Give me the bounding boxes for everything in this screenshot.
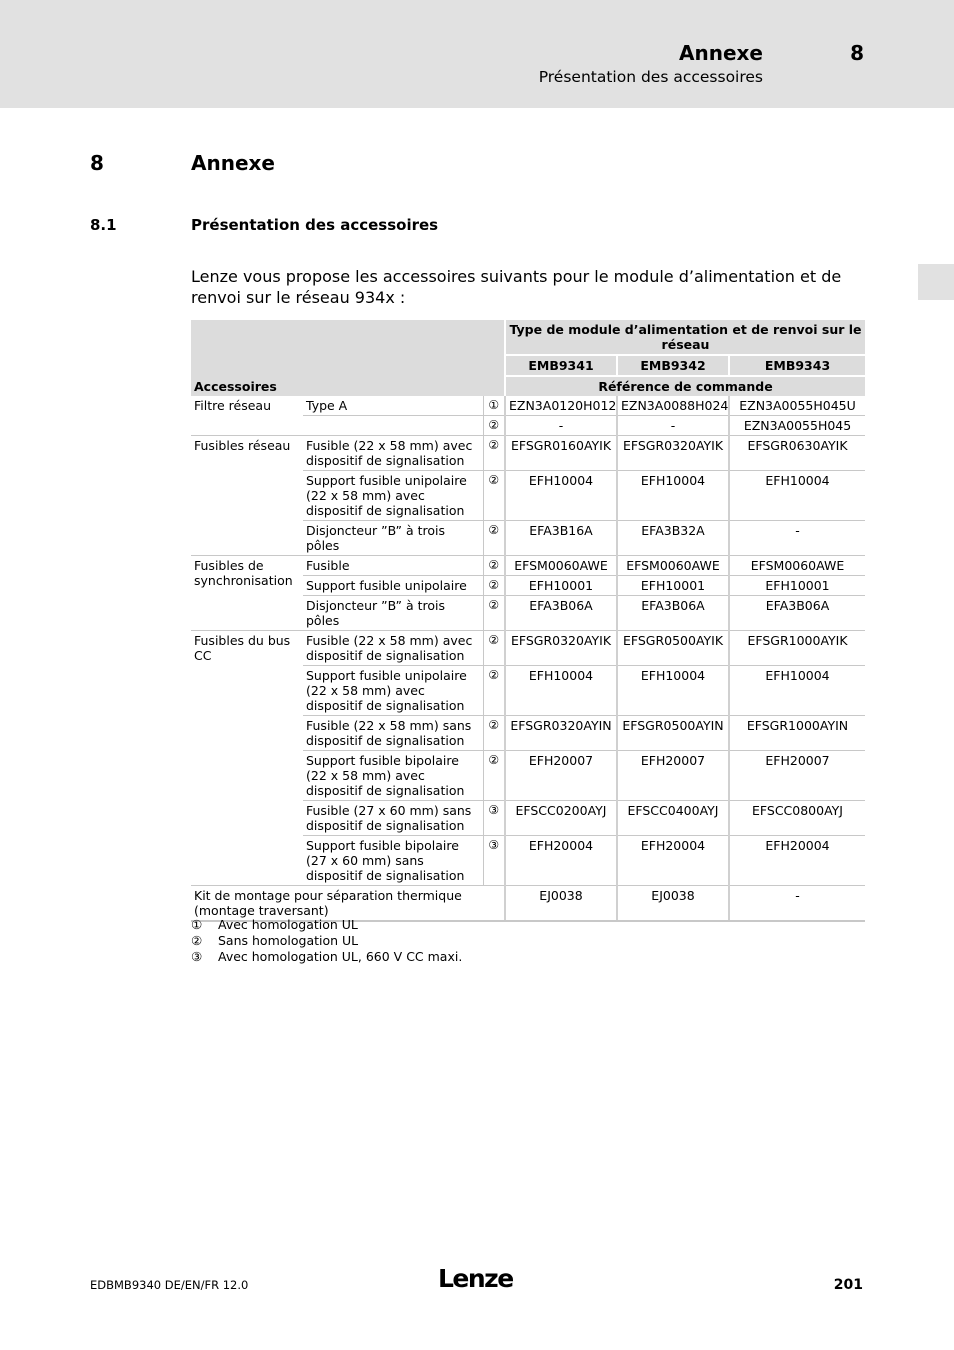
- footnote-ref-cell: ②: [483, 631, 505, 666]
- order-ref-cell: EFH10004: [505, 666, 617, 716]
- item-cell: Fusible: [303, 556, 483, 576]
- footnotes: [191, 917, 462, 965]
- footnote-mark: ②: [191, 933, 203, 948]
- order-ref-cell: EFSGR0630AYIK: [729, 436, 865, 471]
- group-header: Type de module d’alimentation et de renvoi sur le réseau: [505, 320, 865, 355]
- order-ref-cell: EFSGR1000AYIK: [729, 631, 865, 666]
- kit-label-cell: Kit de montage pour séparation thermique (montage traversant): [191, 886, 505, 922]
- order-ref-cell: EFSM0060AWE: [505, 556, 617, 576]
- order-ref-cell: EFA3B06A: [729, 596, 865, 631]
- footnote-ref-cell: ③: [483, 836, 505, 886]
- order-ref-cell: EFA3B06A: [505, 596, 617, 631]
- category-cell: Fusibles réseau: [191, 436, 303, 556]
- header-chapter-number: 8: [850, 41, 864, 65]
- footnote-mark: ①: [191, 917, 203, 932]
- header-title: Annexe: [679, 41, 763, 65]
- order-ref-cell: EFH10004: [505, 471, 617, 521]
- table-row: [191, 556, 865, 576]
- order-ref-cell: EFA3B16A: [505, 521, 617, 556]
- order-ref-cell: EJ0038: [617, 886, 729, 922]
- order-ref-cell: EZN3A0120H012: [505, 396, 617, 416]
- footnote-ref-cell: ②: [483, 716, 505, 751]
- item-cell: Fusible (22 x 58 mm) avec dispositif de signalisation: [303, 631, 483, 666]
- order-ref-cell: EFSM0060AWE: [729, 556, 865, 576]
- table-body: [191, 396, 865, 921]
- order-ref-cell: EFH10001: [505, 576, 617, 596]
- footnote-ref-cell: ②: [483, 666, 505, 716]
- footnote-ref-cell: ②: [483, 471, 505, 521]
- accessories-header: Accessoires: [191, 320, 505, 396]
- item-cell: Fusible (27 x 60 mm) sans dispositif de signalisation: [303, 801, 483, 836]
- item-cell: Fusible (22 x 58 mm) sans dispositif de signalisation: [303, 716, 483, 751]
- model-header: EMB9341: [505, 355, 617, 376]
- category-cell: Fusibles du bus CC: [191, 631, 303, 886]
- order-ref-cell: EFH20007: [729, 751, 865, 801]
- footnote-ref-cell: ②: [483, 596, 505, 631]
- footnote-ref-cell: ①: [483, 396, 505, 416]
- footnote-ref-cell: ②: [483, 751, 505, 801]
- footnote-ref-cell: ②: [483, 556, 505, 576]
- header-subtitle: Présentation des accessoires: [538, 68, 763, 86]
- model-header: EMB9343: [729, 355, 865, 376]
- lenze-logo: Lenze: [438, 1264, 513, 1293]
- order-ref-cell: EFH10004: [617, 666, 729, 716]
- order-ref-cell: EFA3B32A: [617, 521, 729, 556]
- footer-document-id: EDBMB9340 DE/EN/FR 12.0: [90, 1278, 249, 1292]
- order-ref-cell: EZN3A0088H024: [617, 396, 729, 416]
- item-cell: Support fusible unipolaire (22 x 58 mm) avec dispositif de signalisation: [303, 471, 483, 521]
- table-row: [191, 886, 865, 922]
- page-header-band: [0, 0, 954, 108]
- item-cell: Support fusible unipolaire (22 x 58 mm) avec dispositif de signalisation: [303, 666, 483, 716]
- footnote: [191, 933, 462, 949]
- order-ref-cell: EZN3A0055H045: [729, 416, 865, 436]
- order-ref-cell: EFH10001: [729, 576, 865, 596]
- intro-paragraph: Lenze vous propose les accessoires suivants pour le module d’alimentation et de renvoi sur le réseau 934x :: [191, 267, 842, 307]
- table-row: [191, 631, 865, 666]
- page-number: 201: [833, 1277, 863, 1293]
- order-ref-cell: -: [617, 416, 729, 436]
- subsection-number: 8.1: [90, 216, 117, 234]
- model-header: EMB9342: [617, 355, 729, 376]
- order-ref-cell: EFSGR0320AYIK: [617, 436, 729, 471]
- footnote-text: Avec homologation UL, 660 V CC maxi.: [218, 949, 463, 964]
- item-cell: [303, 416, 483, 436]
- section-title: Annexe: [191, 151, 275, 175]
- order-ref-cell: EFSM0060AWE: [617, 556, 729, 576]
- footnote: [191, 949, 462, 965]
- order-ref-cell: EFA3B06A: [617, 596, 729, 631]
- footnote-ref-cell: ③: [483, 801, 505, 836]
- order-ref-cell: EFSGR0160AYIK: [505, 436, 617, 471]
- order-ref-cell: EFH20004: [505, 836, 617, 886]
- section-number: 8: [90, 151, 104, 175]
- order-ref-cell: EFH20004: [617, 836, 729, 886]
- order-ref-cell: EFSGR0500AYIK: [617, 631, 729, 666]
- subsection-title: Présentation des accessoires: [191, 216, 439, 234]
- item-cell: Support fusible bipolaire (22 x 58 mm) avec dispositif de signalisation: [303, 751, 483, 801]
- order-ref-cell: EFSGR0320AYIK: [505, 631, 617, 666]
- order-ref-cell: EFSCC0200AYJ: [505, 801, 617, 836]
- item-cell: Support fusible unipolaire: [303, 576, 483, 596]
- order-ref-cell: EFH10001: [617, 576, 729, 596]
- item-cell: Support fusible bipolaire (27 x 60 mm) sans dispositif de signalisation: [303, 836, 483, 886]
- order-ref-cell: EFSGR0500AYIN: [617, 716, 729, 751]
- order-ref-cell: EFH10004: [729, 666, 865, 716]
- footnote-text: Avec homologation UL: [218, 917, 358, 932]
- order-ref-cell: EFH20007: [505, 751, 617, 801]
- order-ref-cell: EFH20007: [617, 751, 729, 801]
- order-ref-cell: EFSCC0400AYJ: [617, 801, 729, 836]
- order-ref-cell: EFH10004: [617, 471, 729, 521]
- category-cell: Fusibles de synchronisation: [191, 556, 303, 631]
- order-ref-cell: EFSGR1000AYIN: [729, 716, 865, 751]
- order-ref-cell: EFH20004: [729, 836, 865, 886]
- item-cell: Type A: [303, 396, 483, 416]
- footnote-text: Sans homologation UL: [218, 933, 359, 948]
- order-ref-cell: EFSGR0320AYIN: [505, 716, 617, 751]
- item-cell: Fusible (22 x 58 mm) avec dispositif de signalisation: [303, 436, 483, 471]
- item-cell: Disjoncteur ”B” à trois pôles: [303, 596, 483, 631]
- category-cell: Filtre réseau: [191, 396, 303, 436]
- chapter-side-tab: [918, 264, 954, 300]
- order-ref-cell: EJ0038: [505, 886, 617, 922]
- footnote-mark: ③: [191, 949, 203, 964]
- order-ref-cell: EFSCC0800AYJ: [729, 801, 865, 836]
- table-row: [191, 436, 865, 471]
- table-row: [191, 396, 865, 416]
- order-reference-header: Référence de commande: [505, 376, 865, 396]
- footnote: [191, 917, 462, 933]
- order-ref-cell: EZN3A0055H045U: [729, 396, 865, 416]
- order-ref-cell: -: [729, 886, 865, 922]
- footnote-ref-cell: ②: [483, 521, 505, 556]
- footnote-ref-cell: ②: [483, 576, 505, 596]
- footnote-ref-cell: ②: [483, 436, 505, 471]
- order-ref-cell: -: [505, 416, 617, 436]
- order-ref-cell: -: [729, 521, 865, 556]
- order-ref-cell: EFH10004: [729, 471, 865, 521]
- footnote-ref-cell: ②: [483, 416, 505, 436]
- accessories-table: [191, 320, 865, 922]
- item-cell: Disjoncteur ”B” à trois pôles: [303, 521, 483, 556]
